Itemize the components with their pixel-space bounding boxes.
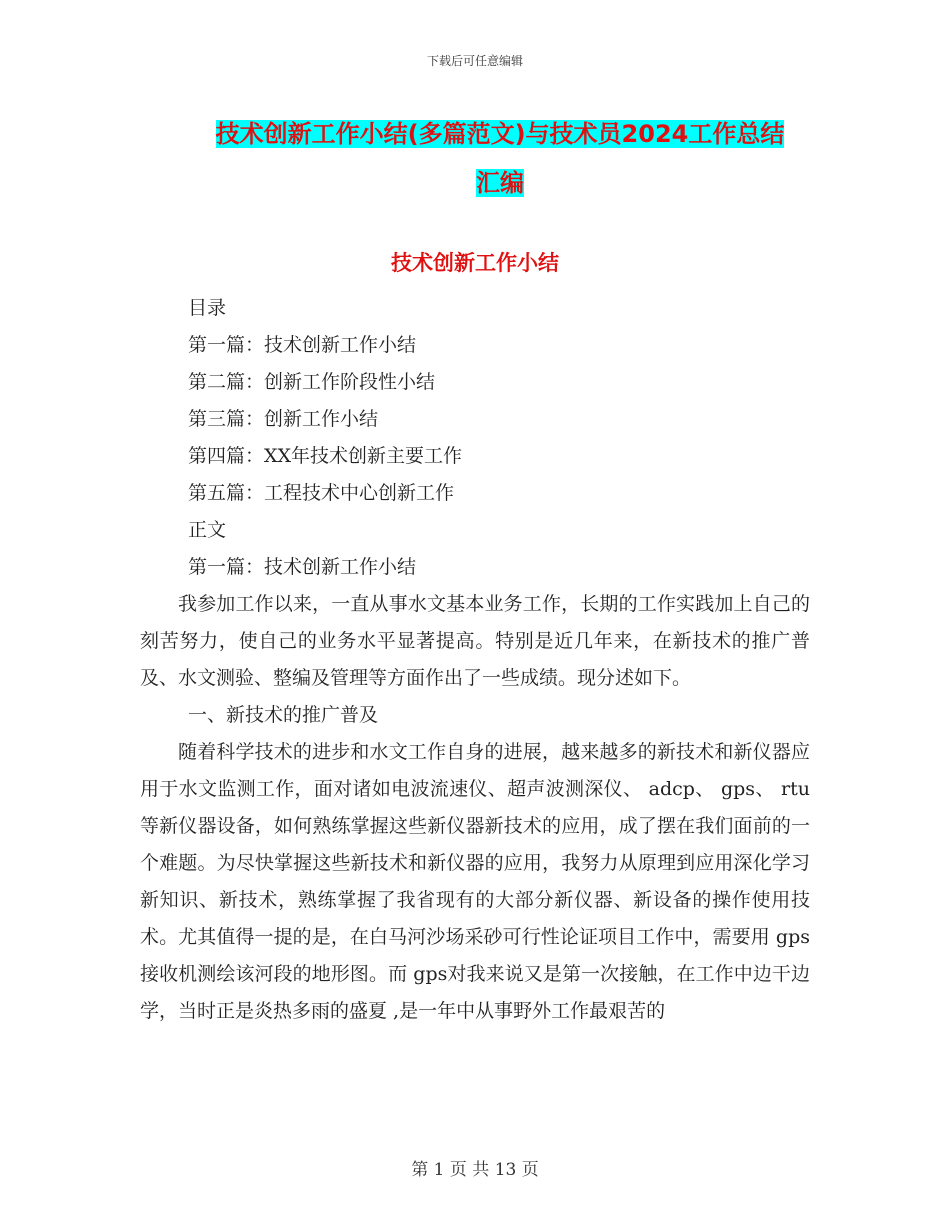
page-footer: 第 1 页 共 13 页 bbox=[411, 1160, 539, 1180]
title-line-2: 汇编 bbox=[476, 169, 524, 197]
toc-item: 第五篇：工程技术中心创新工作 bbox=[188, 482, 455, 504]
body-heading: 正文 bbox=[188, 519, 227, 541]
chapter-heading: 第一篇：技术创新工作小结 bbox=[188, 556, 417, 578]
section-heading: 一、新技术的推广普及 bbox=[188, 704, 379, 726]
section-title: 技术创新工作小结 bbox=[391, 251, 559, 275]
title-line-1: 技术创新工作小结(多篇范文)与技术员2024工作总结 bbox=[215, 120, 785, 148]
toc-item: 第三篇：创新工作小结 bbox=[188, 408, 379, 430]
paragraph: 随着科学技术的进步和水文工作自身的进展，越来越多的新技术和新仪器应用于水文监测工作，面对诸如电波流速仪、超声波测深仪、 adcp、 gps、 rtu等新仪器设备，如何熟练掌握这些新仪器新技术的应用，成了摆在我们面前的一个难题。为尽快掌握这些新技术和新仪器的应用，我努力从原理到应用深化学习新知识、新技术，熟练掌握了我省现有的大部分新仪器、新设备的操作使用技术。尤其值得一提的是，在白马河沙场采砂可行性论证项目工作中，需要用 gps接收机测绘该河段的地形图。而 gps对我来说又是第一次接触，在工作中边干边学，当时正是炎热多雨的盛夏 ,是一年中从事野外工作最艰苦的 bbox=[140, 741, 810, 1022]
document-title bbox=[140, 110, 860, 208]
paragraph: 我参加工作以来，一直从事水文基本业务工作，长期的工作实践加上自己的刻苦努力，使自己的业务水平显著提高。特别是近几年来，在新技术的推广普及、水文测验、整编及管理等方面作出了一些成绩。现分述如下。 bbox=[140, 593, 810, 689]
toc-item: 第四篇：XX年技术创新主要工作 bbox=[188, 445, 463, 467]
toc-heading: 目录 bbox=[188, 297, 227, 319]
document-body bbox=[140, 290, 810, 1030]
toc-item: 第二篇：创新工作阶段性小结 bbox=[188, 371, 436, 393]
toc-item: 第一篇：技术创新工作小结 bbox=[188, 334, 417, 356]
page-header: 下载后可任意编辑 bbox=[426, 54, 523, 68]
